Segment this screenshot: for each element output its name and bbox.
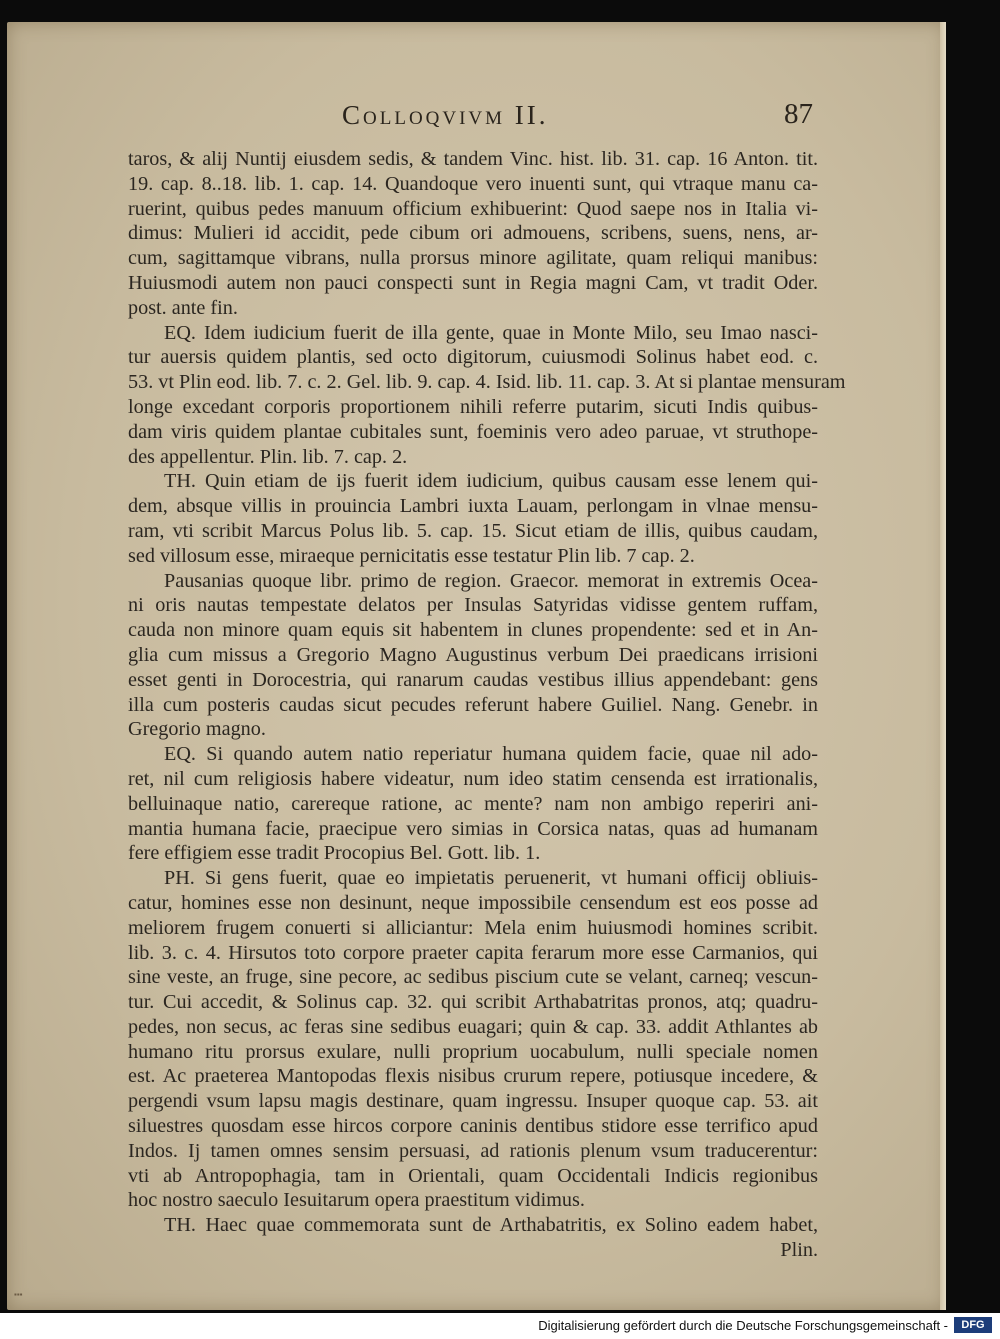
text-line: pedes, non secus, ac feras sine sedibus euagari; quin & cap. 33. addit Athlantes ab [128, 1015, 818, 1038]
text-line: pergendi vsum lapsu magis destinare, quam ingressu. Insuper quoque cap. 53. ait [128, 1090, 818, 1113]
text-line: 19. cap. 8..18. lib. 1. cap. 14. Quandoque vero inuenti sunt, qui vtraque manu ca- [128, 172, 818, 195]
text-line: mantia humana facie, praecipue vero simias in Corsica natas, quas ad humanam [128, 817, 818, 840]
text-line: cum, sagittamque vibrans, nulla prorsus minore agilitate, quam reliqui manibus: [128, 247, 818, 270]
text-line: ruerint, quibus pedes manuum officium exhibuerint: Quod saepe nos in Italia vi- [128, 197, 818, 220]
text-line: des appellentur. Plin. lib. 7. cap. 2. [128, 445, 408, 468]
text-line: dem, absque villis in prouincia Lambri iuxta Lauam, perlongam in vlnae mensu- [128, 495, 818, 518]
text-line: fere effigiem esse tradit Procopius Bel. Gott. lib. 1. [128, 842, 541, 865]
text-line: 53. vt Plin eod. lib. 7. c. 2. Gel. lib. 9. cap. 4. Isid. lib. 11. cap. 3. At si plantae mensuram [128, 371, 846, 394]
text-line: siluestres quosdam esse hircos corpore caninis dentibus stidore esse terrifico apud [128, 1115, 818, 1138]
text-line: Huiusmodi autem non pauci conspecti sunt in Regia magni Cam, vt tradit Oder. [128, 271, 818, 294]
text-line: ram, vti scribit Marcus Polus lib. 5. cap. 15. Sicut etiam de illis, quibus caudam, [128, 519, 818, 542]
library-stamp: ▪▪▪ [14, 1290, 23, 1299]
text-line: Pausanias quoque libr. primo de region. Graecor. memorat in extremis Ocea- [164, 569, 818, 592]
text-line: hoc nostro saeculo Iesuitarum opera praestitum vidimus. [128, 1189, 585, 1212]
catchword: Plin. [780, 1239, 818, 1262]
body-text [128, 147, 846, 1263]
book-page [7, 22, 946, 1310]
text-line: belluinaque natio, carereque ratione, ac mente? nam non ambigo reperiri ani- [128, 792, 818, 815]
text-line: ret, nil cum religiosis habere videatur, num ideo statim censenda est irrationalis, [128, 767, 818, 790]
speaker-line: PH. Si gens fuerit, quae eo impietatis peruenerit, vt humani officij obliuis- [164, 867, 818, 890]
speaker-line: TH. Quin etiam de ijs fuerit idem iudicium, quibus causam esse lenem qui- [164, 470, 818, 493]
text-line: dimus: Mulieri id accidit, pede cibum ori admouens, scribens, suens, nens, ar- [128, 222, 818, 245]
text-line: tur auersis quidem plantis, sed octo digitorum, cuiusmodi Solinus habet eod. c. [128, 346, 818, 369]
text-line: cauda non minore quam equis sit habentem in clunes propendente: sed et in An- [128, 619, 818, 642]
text-line: ni oris nautas tempestate delatos per Insulas Satyridas vidisse gentem ruffam, [128, 594, 818, 617]
text-line: humano ritu prorsus exulare, nulli proprium uocabulum, nulli speciale nomen [128, 1040, 818, 1063]
text-line: taros, & alij Nuntij eiusdem sedis, & tandem Vinc. hist. lib. 31. cap. 16 Anton. tit. [128, 148, 818, 170]
text-line: dam viris quidem plantae cubitales sunt, foeminis vero adeo paruae, vt struthope- [128, 420, 818, 443]
text-line: illa cum posteris caudas sicut pecudes referunt habere Guiliel. Nang. Genebr. in [128, 693, 818, 716]
speaker-line: EQ. Si quando autem natio reperiatur humana quidem facie, quae nil ado- [164, 743, 818, 766]
funding-credit: Digitalisierung gefördert durch die Deutsche Forschungsgemeinschaft - [538, 1318, 948, 1333]
text-line: longe excedant corporis proportionem nihili referre putarim, sicuti Indis quibus- [128, 395, 818, 418]
speaker-line: TH. Haec quae commemorata sunt de Arthabatritis, ex Solino eadem habet, [164, 1214, 818, 1237]
text-line: lib. 3. c. 4. Hirsutos toto corpore praeter capita ferarum more esse Carmanios, qui [128, 941, 818, 964]
text-line: sine veste, an fruge, sine pecore, ac sedibus piscium cute se velant, carneq; vescun- [128, 966, 818, 989]
text-line: vti ab Antropophagia, tam in Orientali, quam Occidentali Indicis regionibus [128, 1164, 818, 1187]
text-line: esset genti in Dorocestria, qui ranarum caudas vestibus illius appendebant: gens [128, 668, 818, 691]
footer-bar [0, 1313, 1000, 1339]
text-line: catur, homines esse non desinunt, neque impossibile censendum est eos posse ad [128, 891, 818, 914]
dfg-logo-icon: DFG [954, 1317, 992, 1333]
text-line: glia cum missus a Gregorio Magno Augustinus verbum Dei praedicans irrisioni [128, 643, 818, 666]
page-number: 87 [784, 98, 813, 130]
text-line: post. ante fin. [128, 296, 238, 319]
text-line: est. Ac praeterea Mantopodas flexis nisibus crurum repere, potiusque incedere, & [128, 1065, 818, 1088]
speaker-line: EQ. Idem iudicium fuerit de illa gente, quae in Monte Milo, seu Imao nasci- [164, 321, 818, 344]
page-header [7, 100, 946, 144]
text-line: tur. Cui accedit, & Solinus cap. 32. qui scribit Arthabatritas pronos, atq; quadru- [128, 991, 818, 1014]
text-line: Indos. Ij tamen omnes sensim persuasi, ad rationis plenum vsum traducerentur: [128, 1139, 818, 1162]
page-edge [940, 22, 946, 1310]
running-title: Colloqvivm II. [342, 100, 549, 130]
text-line: meliorem frugem conuerti si alliciantur: Mela enim huiusmodi homines scribit. [128, 916, 818, 939]
text-line: Gregorio magno. [128, 718, 266, 741]
text-line: sed villosum esse, miraeque pernicitatis esse testatur Plin lib. 7 cap. 2. [128, 544, 695, 567]
